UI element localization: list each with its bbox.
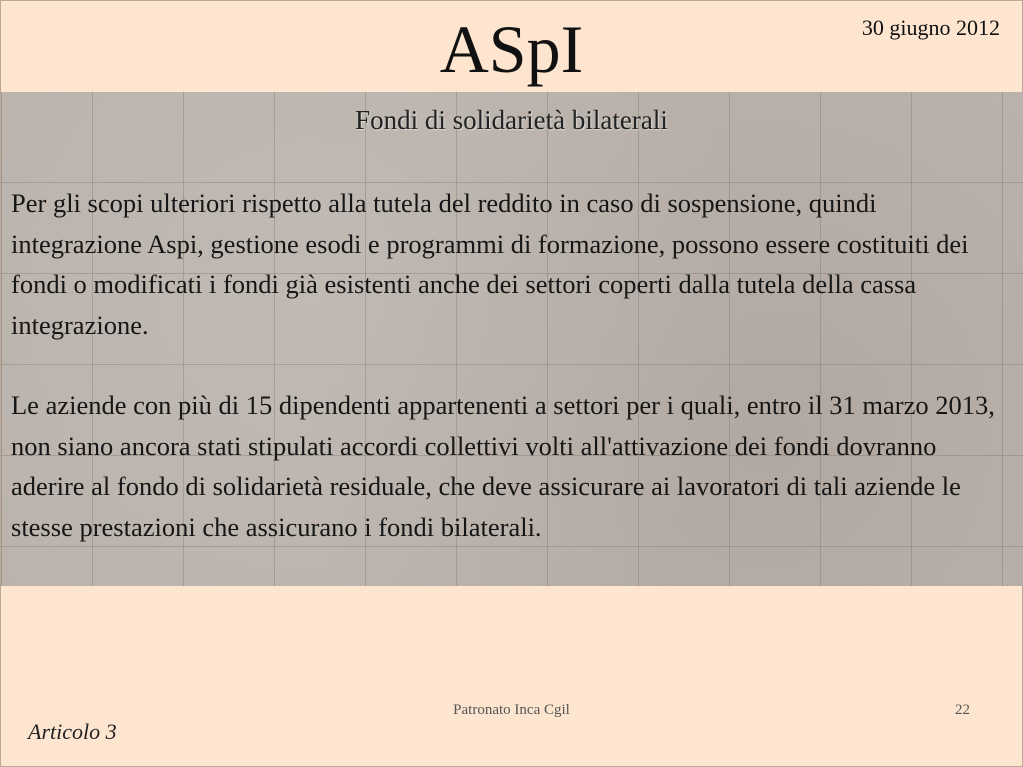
body-text bbox=[11, 183, 996, 547]
paragraph-2: Le aziende con più di 15 dipendenti appartenenti a settori per i quali, entro il 31 marzo 2013, non siano ancora stati stipulati accordi collettivi volti all'attivazione dei fondi dovranno aderire al fondo di solidarietà residuale, che deve assicurare ai lavoratori di tali aziende le stesse prestazioni che assicurano i fondi bilaterali. bbox=[11, 390, 995, 542]
slide-date: 30 giugno 2012 bbox=[861, 15, 1000, 40]
footer-article: Articolo 3 bbox=[28, 719, 117, 744]
paragraph-1: Per gli scopi ulteriori rispetto alla tutela del reddito in caso di sospensione, quindi integrazione Aspi, gestione esodi e programmi di formazione, possono essere costituiti dei fondi o modificati i fondi già esistenti anche dei settori coperti dalla tutela della cassa integrazione. bbox=[11, 188, 969, 340]
page-number: 22 bbox=[955, 702, 970, 718]
footer-organization: Patronato Inca Cgil bbox=[453, 702, 570, 718]
slide-subtitle: Fondi di solidarietà bilaterali bbox=[355, 105, 668, 135]
slide-title: ASpI bbox=[439, 11, 584, 87]
